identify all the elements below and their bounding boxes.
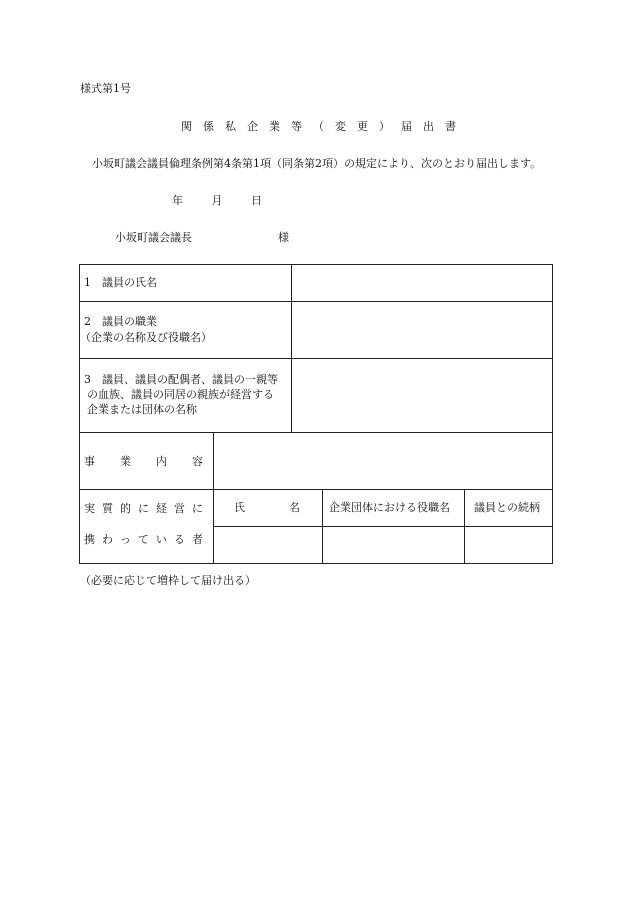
date-day-label: 日 xyxy=(251,194,262,207)
form-number: 様式第1号 xyxy=(80,82,131,95)
related-enterprise-label-1: 3 議員、議員の配偶者、議員の一親等 xyxy=(84,373,278,386)
footnote: （必要に応じて増枠して届け出る） xyxy=(80,574,256,587)
column-name-header: 氏 名 xyxy=(234,501,300,514)
related-enterprise-label-2: の血族、議員の同居の親族が経営する xyxy=(87,388,274,401)
member-occupation-sublabel: （企業の名称及び役職名） xyxy=(80,331,212,344)
business-content-label: 事 業 内 容 xyxy=(84,455,210,468)
column-relation-header: 議員との続柄 xyxy=(474,501,540,514)
business-content-field[interactable] xyxy=(214,433,552,489)
column-role-header: 企業団体における役職名 xyxy=(329,501,450,514)
member-occupation-label: 2 議員の職業 xyxy=(84,315,157,328)
document-title: 関係私企業等（変更）届出書 xyxy=(181,120,467,133)
related-enterprise-label-3: 企業または団体の名称 xyxy=(87,403,197,416)
member-name-label: 1 議員の氏名 xyxy=(84,276,157,289)
member-occupation-field[interactable] xyxy=(292,302,552,358)
managers-label-2: 携わっている者 xyxy=(84,533,210,546)
manager-relation-field[interactable] xyxy=(465,527,552,563)
date-month-label: 月 xyxy=(211,194,223,207)
member-name-field[interactable] xyxy=(292,265,552,301)
date-line xyxy=(172,194,262,207)
related-enterprise-field[interactable] xyxy=(292,359,552,432)
addressee-name: 小坂町議会議長 xyxy=(115,231,192,244)
managers-label-1: 実質的に経営に xyxy=(84,502,210,515)
date-year-label: 年 xyxy=(172,194,183,207)
row-divider-4 xyxy=(79,489,553,490)
preamble-text: 小坂町議会議員倫理条例第4条第1項（同条第2項）の規定により、次のとおり届出します。 xyxy=(92,157,542,170)
manager-role-field[interactable] xyxy=(323,527,464,563)
manager-name-field[interactable] xyxy=(214,527,322,563)
addressee-suffix: 様 xyxy=(278,231,289,244)
